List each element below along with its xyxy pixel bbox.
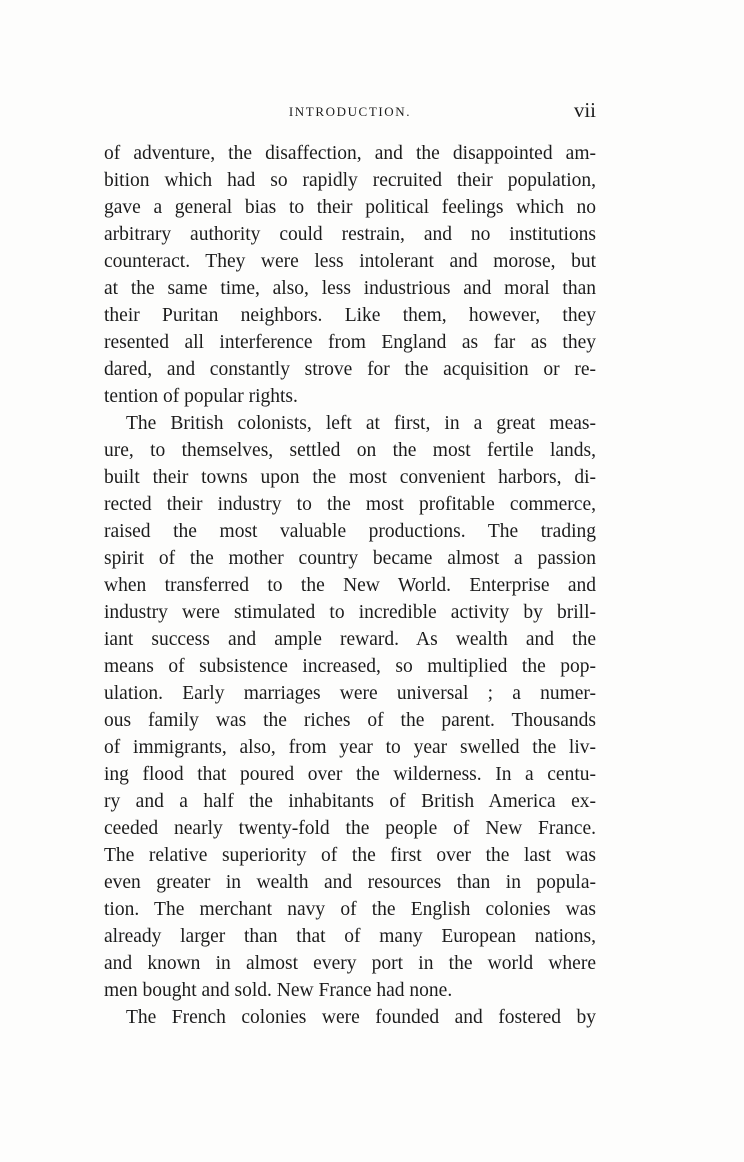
- text-line: resented all interference from England as far as they: [104, 332, 596, 353]
- page-number: vii: [573, 98, 596, 122]
- text-line: and known in almost every port in the world where: [104, 953, 596, 974]
- text-line: industry were stimulated to incredible activity by brill-: [104, 602, 596, 623]
- text-line: ulation. Early marriages were universal ; a numer-: [104, 683, 596, 704]
- body-text: [104, 140, 596, 1031]
- text-line: rected their industry to the most profitable commerce,: [104, 494, 596, 515]
- running-title: INTRODUCTION.: [288, 104, 412, 119]
- text-line: ure, to themselves, settled on the most fertile lands,: [104, 440, 596, 461]
- text-line: ous family was the riches of the parent. Thousands: [104, 710, 596, 731]
- text-line: The relative superiority of the first over the last was: [104, 845, 596, 866]
- text-line: counteract. They were less intolerant and morose, but: [104, 251, 596, 272]
- paragraph-end-line: tention of popular rights.: [104, 386, 298, 407]
- text-line: bition which had so rapidly recruited their population,: [104, 170, 596, 191]
- text-line: spirit of the mother country became almost a passion: [104, 548, 596, 569]
- text-line: of immigrants, also, from year to year swelled the liv-: [104, 737, 596, 758]
- text-line: built their towns upon the most convenient harbors, di-: [104, 467, 596, 488]
- text-line: gave a general bias to their political feelings which no: [104, 197, 596, 218]
- text-line: arbitrary authority could restrain, and no institutions: [104, 224, 596, 245]
- text-line: ceeded nearly twenty-fold the people of New France.: [104, 818, 596, 839]
- text-line: even greater in wealth and resources than in popula-: [104, 872, 596, 893]
- paragraph-first-line: The British colonists, left at first, in a great meas-: [126, 413, 596, 434]
- text-line: already larger than that of many European nations,: [104, 926, 596, 947]
- text-line: means of subsistence increased, so multiplied the pop-: [104, 656, 596, 677]
- text-line: dared, and constantly strove for the acquisition or re-: [104, 359, 596, 380]
- text-line: their Puritan neighbors. Like them, however, they: [104, 305, 596, 326]
- text-line: iant success and ample reward. As wealth and the: [104, 629, 596, 650]
- text-line: when transferred to the New World. Enterprise and: [104, 575, 596, 596]
- paragraph-first-line: The French colonies were founded and fostered by: [126, 1007, 596, 1028]
- paragraph-end-line: men bought and sold. New France had none.: [104, 980, 453, 1001]
- text-line: at the same time, also, less industrious and moral than: [104, 278, 596, 299]
- text-line: tion. The merchant navy of the English colonies was: [104, 899, 596, 920]
- text-line: of adventure, the disaffection, and the disappointed am-: [104, 143, 596, 164]
- running-head: [104, 98, 596, 128]
- text-line: ry and a half the inhabitants of British America ex-: [104, 791, 596, 812]
- text-line: raised the most valuable productions. The trading: [104, 521, 596, 542]
- text-line: ing flood that poured over the wilderness. In a centu-: [104, 764, 596, 785]
